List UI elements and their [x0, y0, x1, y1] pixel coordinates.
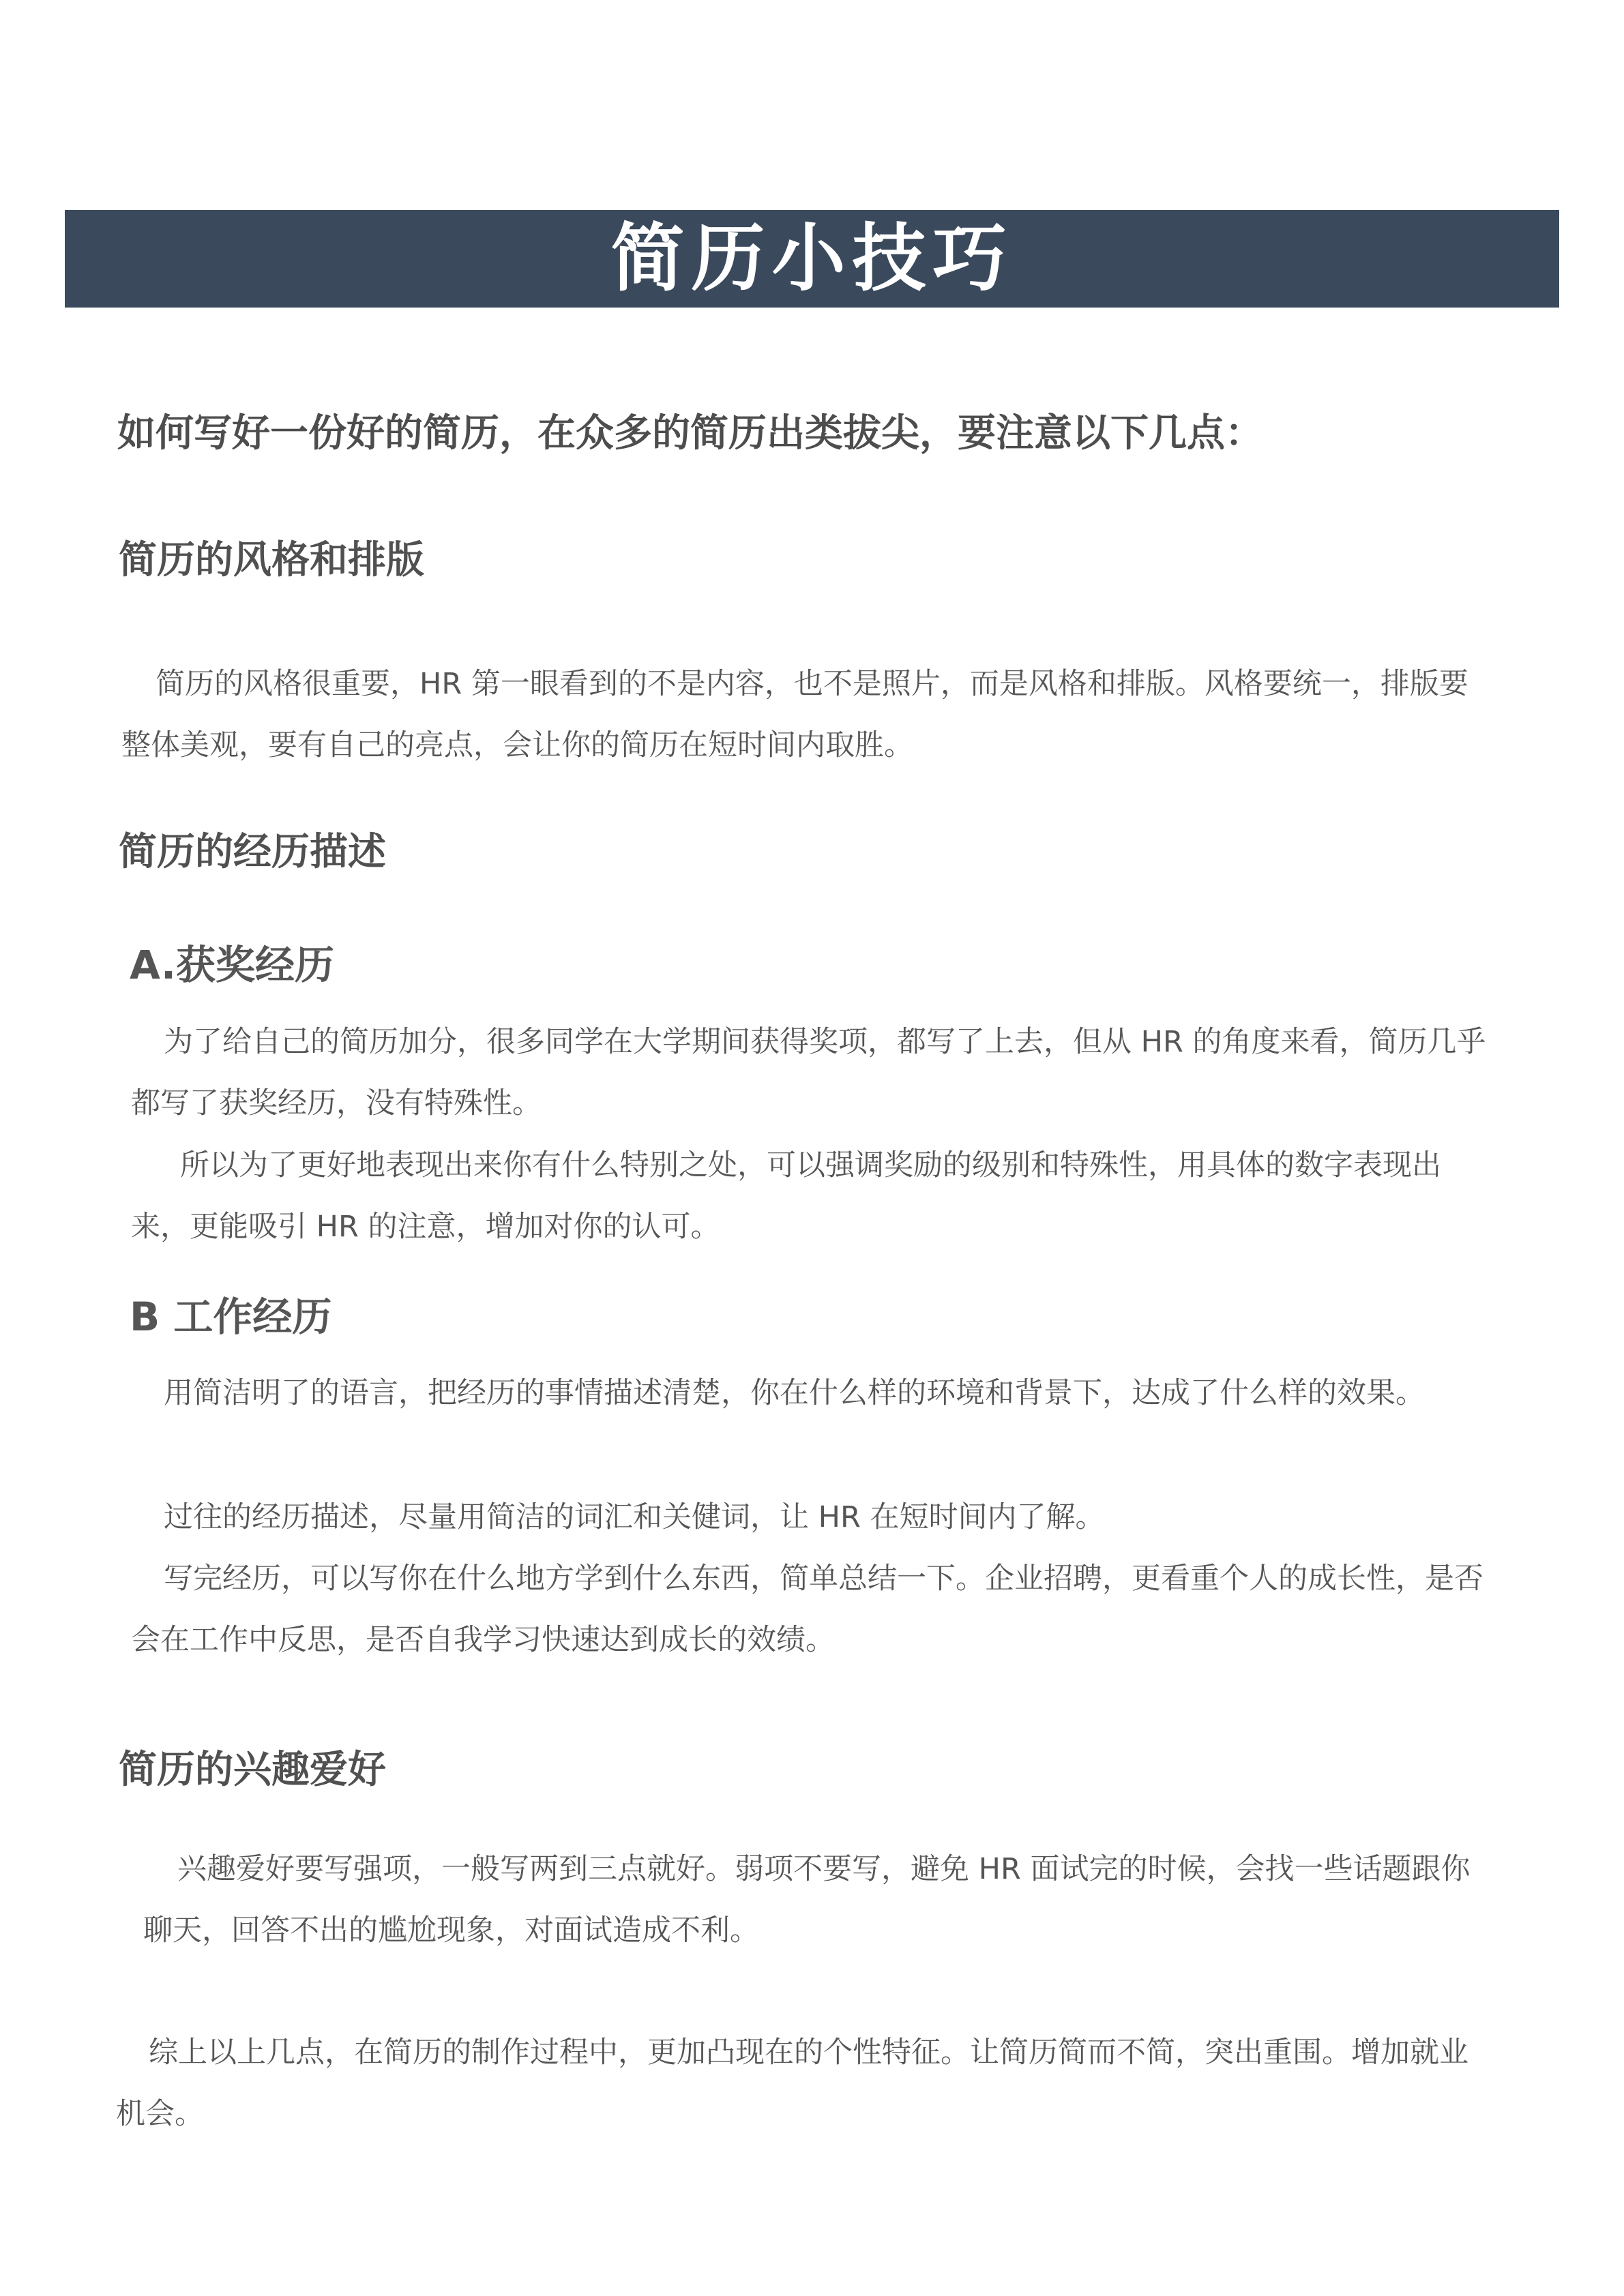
section-heading-hobbies: 简历的兴趣爱好	[119, 1748, 386, 1792]
style-paragraph: 简历的风格很重要，HR 第一眼看到的不是内容，也不是照片，而是风格和排版。风格要统一，排版要整体美观，要有自己的亮点，会让你的简历在短时间内取胜。	[121, 667, 1468, 762]
subheading-work: B 工作经历	[130, 1294, 332, 1340]
work-paragraph-2: 过往的经历描述，尽量用简洁的词汇和关健词，让 HR 在短时间内了解。	[164, 1500, 1105, 1534]
conclusion-paragraph: 综上以上几点，在简历的制作过程中，更加凸现在的个性特征。让简历简而不简，突出重围。增加就业机会。	[116, 2036, 1468, 2131]
section-heading-experience: 简历的经历描述	[119, 830, 386, 874]
subheading-awards: A.获奖经历	[130, 942, 334, 988]
work-paragraph-1: 用简洁明了的语言，把经历的事情描述清楚，你在什么样的环境和背景下，达成了什么样的效果。	[164, 1376, 1425, 1410]
section-heading-style: 简历的风格和排版	[119, 538, 424, 582]
awards-paragraph-2: 所以为了更好地表现出来你有什么特别之处，可以强调奖励的级别和特殊性，用具体的数字表现出来，更能吸引 HR 的注意，增加对你的认可。	[131, 1148, 1441, 1244]
intro-heading: 如何写好一份好的简历，在众多的简历出类拔尖，要注意以下几点：	[117, 411, 1263, 456]
hobbies-paragraph: 兴趣爱好要写强项，一般写两到三点就好。弱项不要写，避免 HR 面试完的时候，会找一些话题跟你聊天，回答不出的尴尬现象，对面试造成不利。	[143, 1852, 1471, 1948]
page-title: 简历小技巧	[610, 215, 1014, 301]
awards-paragraph-1: 为了给自己的简历加分，很多同学在大学期间获得奖项，都写了上去，但从 HR 的角度来看，简历几乎都写了获奖经历，没有特殊性。	[131, 1025, 1486, 1120]
work-paragraph-3: 写完经历，可以写你在什么地方学到什么东西，简单总结一下。企业招聘，更看重个人的成长性，是否会在工作中反思，是否自我学习快速达到成长的效绩。	[131, 1562, 1483, 1657]
title-banner	[65, 210, 1559, 308]
